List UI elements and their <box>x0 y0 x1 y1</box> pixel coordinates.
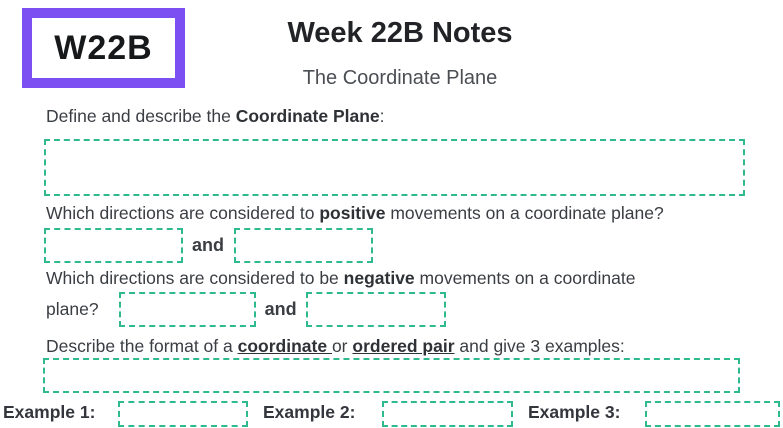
page-title: Week 22B Notes <box>287 17 513 49</box>
q3-suffix: movements on a coordinate <box>414 268 636 288</box>
example-3-answer-box[interactable] <box>645 401 780 427</box>
question-negative-directions <box>46 268 635 289</box>
q4-term-coordinate: coordinate <box>237 336 332 356</box>
q2-and-label: and <box>192 235 225 255</box>
example-1-label: Example 1: <box>3 402 96 422</box>
q3-prefix: Which directions are considered to be <box>46 268 344 288</box>
coordinate-format-answer-box[interactable] <box>43 358 740 393</box>
question-coordinate-format <box>46 336 625 357</box>
q3-and-label: and <box>264 299 297 319</box>
define-coordinate-plane-answer-box[interactable] <box>44 139 745 196</box>
q3-line2-text: plane? <box>46 299 99 319</box>
q1-suffix: : <box>379 106 385 126</box>
q4-part3: and give 3 examples: <box>454 336 625 356</box>
q3-term: negative <box>343 268 415 288</box>
q2-prefix: Which directions are considered to <box>46 203 320 223</box>
question-define-coordinate-plane <box>46 106 385 127</box>
q2-term: positive <box>319 203 386 223</box>
q1-term: Coordinate Plane <box>235 106 380 126</box>
example-3-label: Example 3: <box>528 402 621 422</box>
page-subtitle: The Coordinate Plane <box>302 67 498 89</box>
negative-direction-answer-box-2[interactable] <box>306 292 446 327</box>
q1-prefix: Define and describe the <box>46 106 236 126</box>
q4-part2: or <box>331 336 353 356</box>
q4-part1: Describe the format of a <box>46 336 238 356</box>
positive-direction-answer-box-2[interactable] <box>234 228 373 263</box>
example-2-answer-box[interactable] <box>382 401 513 427</box>
question-positive-directions <box>46 203 664 224</box>
example-2-label: Example 2: <box>263 402 356 422</box>
week-badge <box>22 8 185 88</box>
negative-directions-answer-row <box>46 291 446 328</box>
positive-direction-answer-box-1[interactable] <box>44 228 183 263</box>
week-badge-label: W22B <box>54 28 153 67</box>
q4-term-ordered-pair: ordered pair <box>352 336 455 356</box>
negative-direction-answer-box-1[interactable] <box>119 292 256 327</box>
q2-suffix: movements on a coordinate plane? <box>385 203 664 223</box>
positive-directions-answer-row <box>44 227 373 264</box>
example-1-answer-box[interactable] <box>118 401 248 427</box>
